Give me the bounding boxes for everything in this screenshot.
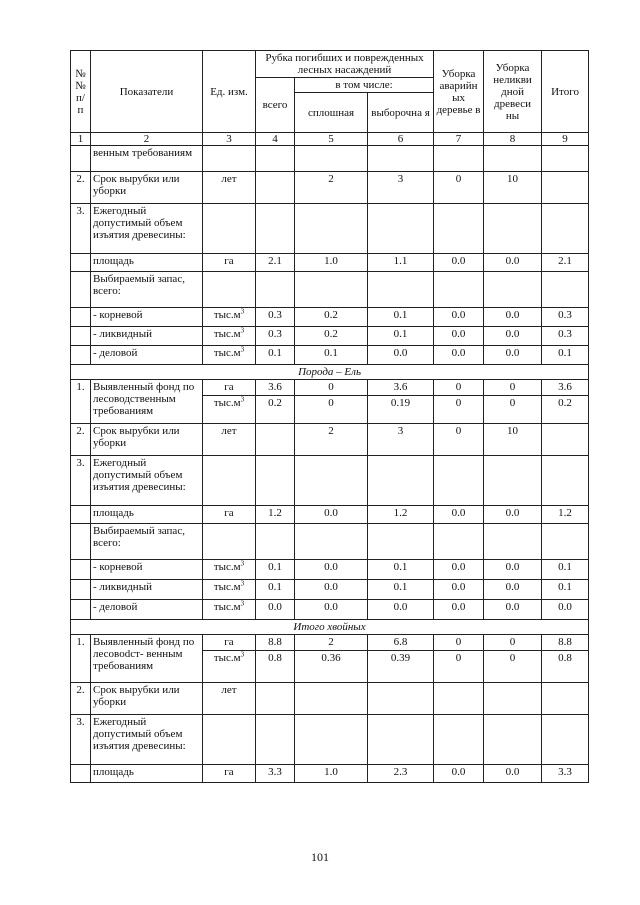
value-cell [434,524,484,560]
value-cell [256,456,295,506]
value-cell: 2.3 [368,765,434,783]
row-label: - корневой [91,560,203,580]
value-cell: 0.2 [295,308,368,327]
table-row [71,172,589,204]
value-text: 0 [455,397,462,409]
header-felling: Рубка погибших и поврежденных лесных насаждений [256,51,434,78]
row-number [71,580,91,600]
table-row [71,560,589,580]
value-cell: 0.3 [542,327,589,346]
table-row [71,683,589,715]
value-cell: 0.0 [484,254,542,272]
table-row [71,272,589,308]
unit-cell [203,146,256,172]
unit-cell [203,346,256,365]
value-cell [295,715,368,765]
value-text: 0.2 [558,397,572,409]
value-cell [542,715,589,765]
value-cell: 2.1 [256,254,295,272]
unit-cell [203,172,256,204]
row-number [71,254,91,272]
unit-cell [203,506,256,524]
value-cell [434,380,484,424]
value-cell: 0.0 [484,327,542,346]
section-title: Итого хвойных [71,620,589,635]
header-total: Итого [542,51,589,133]
unit-text: тыс.м [213,652,241,664]
value-cell [542,380,589,424]
value-cell [484,204,542,254]
value-text: 0.8 [268,652,282,664]
value-cell: 3.3 [542,765,589,783]
value-text: 0.36 [321,652,341,664]
value-cell [368,683,434,715]
value-cell: 0.0 [542,600,589,620]
row-label: Ежегодный допустимый объем изъятия древесины: [91,456,203,506]
unit-label: га [224,507,234,519]
value-cell [256,683,295,715]
table-row [71,146,589,172]
column-number: 2 [91,133,203,146]
row-number: 2. [71,172,91,204]
section-row [71,620,589,635]
row-label: Ежегодный допустимый объем изъятия древесины: [91,204,203,254]
value-cell: 0.0 [484,560,542,580]
value-cell [256,424,295,456]
value-cell [295,683,368,715]
value-cell [484,380,542,424]
row-label: - деловой [91,600,203,620]
unit-label: га [224,766,234,778]
value-cell: 0.1 [368,560,434,580]
unit-cell [203,272,256,308]
table-row [71,204,589,254]
value-cell [295,635,368,683]
value-cell [295,380,368,424]
cubic-superscript: 3 [240,307,245,316]
row-number [71,308,91,327]
value-cell: 0.0 [368,600,434,620]
value-cell [484,524,542,560]
unit-text: га [224,636,234,648]
value-cell [542,424,589,456]
value-cell: 0.1 [256,560,295,580]
unit-cell [203,380,256,424]
row-number [71,600,91,620]
table-row [71,580,589,600]
table-row [71,600,589,620]
row-number: 1. [71,635,91,683]
value-text: 0 [455,652,462,664]
value-cell [256,146,295,172]
value-text: 0 [434,635,483,651]
value-cell [295,204,368,254]
value-cell: 0.1 [295,346,368,365]
unit-cell [203,424,256,456]
unit-label: тыс.м [213,561,241,573]
value-cell: 0.0 [295,580,368,600]
unit-cell [203,524,256,560]
value-cell [434,683,484,715]
value-cell: 0.0 [434,580,484,600]
forest-felling-table [70,50,589,783]
value-cell: 0.0 [434,327,484,346]
row-number [71,765,91,783]
value-cell: 0 [434,172,484,204]
unit-label: га [224,255,234,267]
section-row [71,365,589,380]
value-cell [484,272,542,308]
value-cell: 0.2 [295,327,368,346]
value-text: 0 [484,635,541,651]
unit-label: лет [221,425,237,437]
unit-label: тыс.м [213,347,241,359]
header-indicator: Показатели [91,51,203,133]
row-number: 2. [71,683,91,715]
value-cell [368,272,434,308]
row-number [71,146,91,172]
header-total-all: всего [256,78,295,133]
unit-label [203,380,255,396]
value-cell: 0.0 [434,308,484,327]
value-cell: 0.0 [434,765,484,783]
row-label: площадь [91,254,203,272]
unit-cell [203,715,256,765]
unit-cell [203,580,256,600]
value-cell: 0.0 [484,308,542,327]
row-label: Выбираемый запас, всего: [91,272,203,308]
value-cell [295,272,368,308]
value-cell: 1.2 [368,506,434,524]
table-row [71,308,589,327]
unit-label [203,396,255,411]
row-number: 3. [71,456,91,506]
unit-cell [203,204,256,254]
value-cell [484,456,542,506]
value-cell: 3 [368,424,434,456]
value-cell: 0.0 [434,600,484,620]
unit-cell [203,254,256,272]
unit-cell [203,600,256,620]
table-row [71,424,589,456]
table-row [71,506,589,524]
value-cell [256,172,295,204]
value-text: 2 [295,635,367,651]
value-cell [256,635,295,683]
value-text: 0 [328,397,334,409]
row-label: Срок вырубки или уборки [91,172,203,204]
unit-label: тыс.м [213,328,241,340]
value-cell [295,456,368,506]
value-cell: 0.0 [295,506,368,524]
unit-cell [203,560,256,580]
value-cell: 0.3 [542,308,589,327]
unit-text: га [224,381,234,393]
value-cell [368,456,434,506]
row-label: Срок вырубки или уборки [91,683,203,715]
value-text: 0 [509,397,516,409]
value-cell: 2 [295,424,368,456]
value-cell: 0.0 [484,506,542,524]
column-number: 3 [203,133,256,146]
value-text: 3.6 [542,380,588,396]
value-cell: 0.1 [542,346,589,365]
row-number [71,524,91,560]
value-cell: 0.1 [368,580,434,600]
header-unit: Ед. изм. [203,51,256,133]
value-cell: 2.1 [542,254,589,272]
row-number [71,272,91,308]
value-cell [368,380,434,424]
row-label: Срок вырубки или уборки [91,424,203,456]
unit-label [203,651,255,666]
value-cell: 0.0 [434,254,484,272]
value-cell [542,272,589,308]
value-cell: 0.0 [256,600,295,620]
unit-cell [203,327,256,346]
value-cell [368,204,434,254]
value-text: 0 [434,380,483,396]
value-text: 6.8 [368,635,433,651]
unit-label: тыс.м [213,581,241,593]
column-number: 1 [71,133,91,146]
row-label: Выбираемый запас, всего: [91,524,203,560]
value-text: 0 [484,380,541,396]
value-cell [542,524,589,560]
unit-cell [203,765,256,783]
value-text: 0.8 [558,652,572,664]
row-label: - ликвидный [91,580,203,600]
value-cell: 10 [484,172,542,204]
column-number: 9 [542,133,589,146]
row-label: венным требованиям [91,146,203,172]
value-cell [484,683,542,715]
value-cell [256,715,295,765]
cubic-superscript: 3 [240,345,245,354]
value-cell [368,715,434,765]
cubic-superscript: 3 [240,650,245,659]
value-cell [484,715,542,765]
column-number: 6 [368,133,434,146]
header-including: в том числе: [295,78,434,93]
value-cell: 3 [368,172,434,204]
value-cell [484,146,542,172]
value-text: 8.8 [256,635,294,651]
table-row [71,635,589,683]
row-number: 2. [71,424,91,456]
value-cell: 0.0 [484,600,542,620]
cubic-superscript: 3 [240,579,245,588]
cubic-superscript: 3 [240,326,245,335]
row-number [71,346,91,365]
value-cell: 0.0 [484,765,542,783]
row-number: 3. [71,204,91,254]
value-cell: 1.2 [542,506,589,524]
value-cell [256,272,295,308]
unit-cell [203,635,256,683]
value-cell [434,456,484,506]
value-cell: 0.0 [295,600,368,620]
row-label: Выявленный фонд по лесоводственным требованиям [91,380,203,424]
table-row [71,380,589,424]
table-row [71,254,589,272]
value-cell: 0.0 [434,346,484,365]
value-cell [542,146,589,172]
table-row [71,715,589,765]
row-number: 1. [71,380,91,424]
value-cell: 0.1 [542,560,589,580]
value-cell: 3.3 [256,765,295,783]
value-cell: 0.1 [368,327,434,346]
row-label: - деловой [91,346,203,365]
value-cell [542,635,589,683]
table-row [71,765,589,783]
value-cell [542,683,589,715]
row-label: Выявленный фонд по лесовodст- венным требованиям [91,635,203,683]
unit-cell [203,456,256,506]
row-label: - ликвидный [91,327,203,346]
unit-label: лет [221,173,237,185]
table-row [71,327,589,346]
header-number: № № п/ п [71,51,91,133]
value-cell: 0.3 [256,308,295,327]
header-illiquid-cleanup: Уборка неликви дной древеси ны [484,51,542,133]
value-cell: 1.2 [256,506,295,524]
header-selective-felling: выборочна я [368,93,434,133]
value-cell: 1.0 [295,254,368,272]
value-text: 0.2 [268,397,282,409]
value-text: 3.6 [256,380,294,396]
value-cell: 0.0 [434,560,484,580]
row-label: площадь [91,506,203,524]
table-row [71,524,589,560]
column-number: 7 [434,133,484,146]
value-cell: 0 [434,424,484,456]
row-number [71,327,91,346]
row-label: Ежегодный допустимый объем изъятия древесины: [91,715,203,765]
row-number [71,506,91,524]
value-cell [256,380,295,424]
value-cell: 0.0 [484,580,542,600]
cubic-superscript: 3 [240,395,245,404]
unit-label [203,635,255,651]
value-cell: 0.0 [295,560,368,580]
value-cell: 0.1 [368,308,434,327]
value-text: 0 [295,380,367,396]
row-number: 3. [71,715,91,765]
cubic-superscript: 3 [240,559,245,568]
value-cell: 0.0 [484,346,542,365]
row-label: площадь [91,765,203,783]
column-number: 8 [484,133,542,146]
value-cell: 0.0 [434,506,484,524]
value-cell [542,172,589,204]
table-row [71,346,589,365]
table-row [71,456,589,506]
value-cell [542,204,589,254]
section-title: Порода – Ель [71,365,589,380]
unit-label: тыс.м [213,601,241,613]
value-cell: 10 [484,424,542,456]
value-cell: 1.1 [368,254,434,272]
value-cell: 2 [295,172,368,204]
value-cell [295,524,368,560]
value-cell [434,635,484,683]
value-cell [256,204,295,254]
value-text: 0.19 [390,397,411,409]
value-text: 8.8 [542,635,588,651]
unit-cell [203,683,256,715]
unit-label: лет [221,684,237,696]
value-cell: 0.1 [256,346,295,365]
page-number: 101 [311,850,329,864]
value-text: 3.6 [368,380,433,396]
value-text: 0 [509,652,516,664]
value-cell: 1.0 [295,765,368,783]
row-number [71,560,91,580]
value-cell: 0.1 [256,580,295,600]
header-clear-felling: сплошная [295,93,368,133]
value-cell [542,456,589,506]
value-cell [368,146,434,172]
value-cell [368,635,434,683]
value-cell [434,204,484,254]
unit-cell [203,308,256,327]
column-number: 5 [295,133,368,146]
column-number: 4 [256,133,295,146]
value-text: 0.39 [390,652,411,664]
value-cell: 0.0 [368,346,434,365]
value-cell [434,272,484,308]
value-cell [295,146,368,172]
value-cell [434,715,484,765]
value-cell [368,524,434,560]
unit-text: тыс.м [213,397,241,409]
value-cell [484,635,542,683]
value-cell [434,146,484,172]
unit-label: тыс.м [213,309,241,321]
cubic-superscript: 3 [240,599,245,608]
value-cell: 0.3 [256,327,295,346]
row-label: - корневой [91,308,203,327]
value-cell [256,524,295,560]
header-emergency-cleanup: Уборка аварийн ых деревье в [434,51,484,133]
value-cell: 0.1 [542,580,589,600]
